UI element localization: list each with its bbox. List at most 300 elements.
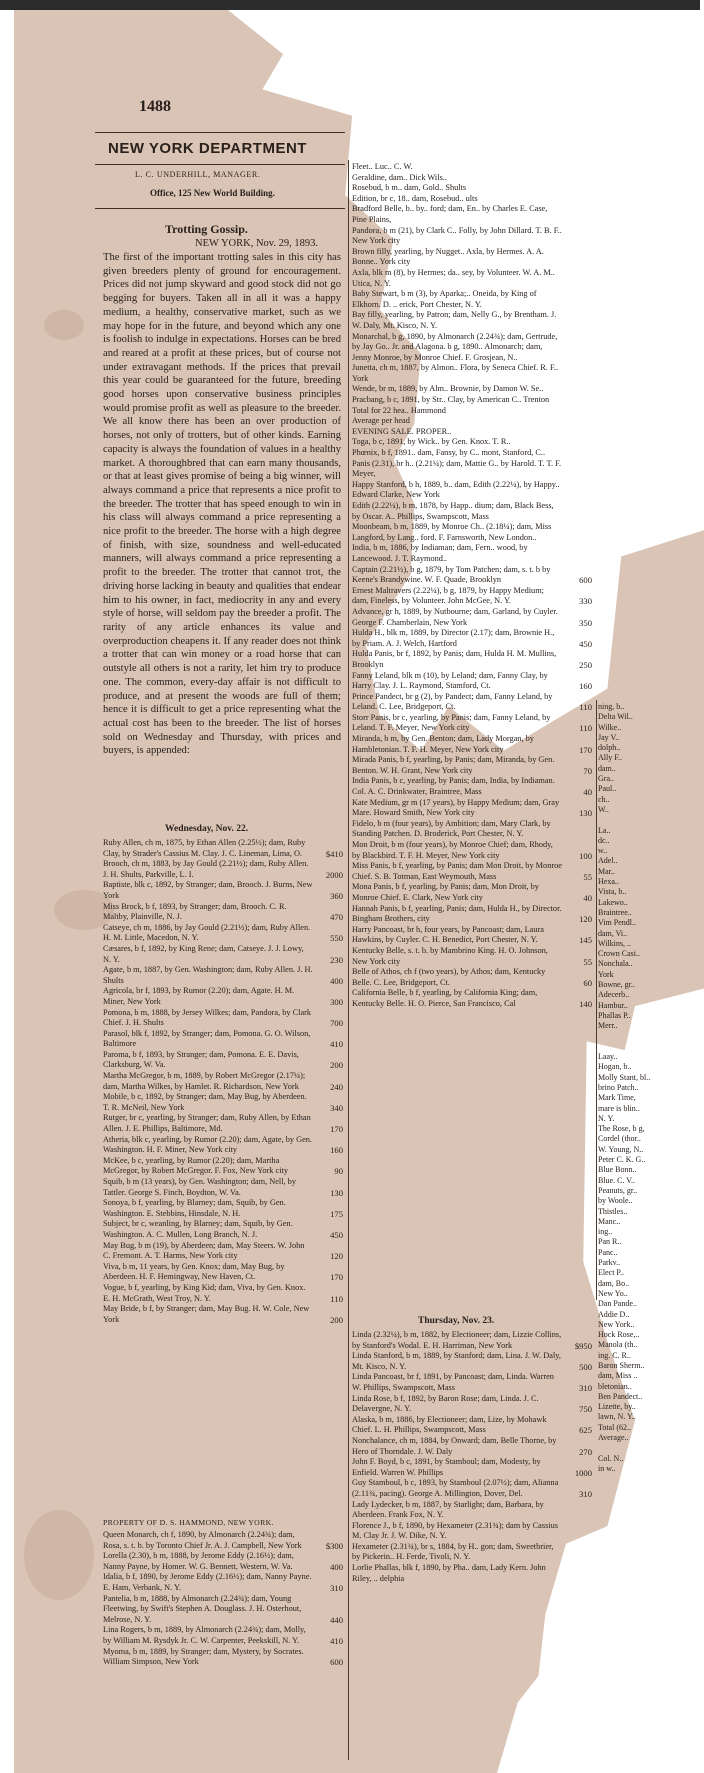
sale-entry <box>103 1625 343 1646</box>
fragment-line: Adecerb.. <box>598 990 630 1000</box>
sale-price: 175 <box>330 1208 343 1219</box>
sale-entry <box>352 840 592 861</box>
sale-entry <box>103 1283 343 1304</box>
sale-price: 550 <box>330 933 343 944</box>
sale-entry-text: Brooch, ch m, 1883, by Jay Gould (2.21½); dam, Ruby Allen. J. H. Shults, Parkville, L. I. <box>103 859 309 879</box>
sale-entry <box>352 798 592 819</box>
fragment-line: dam, Vi.. <box>598 928 628 938</box>
sale-entry <box>352 776 592 797</box>
sale-entry <box>352 183 592 194</box>
fragment-line: ing.. <box>598 1227 613 1237</box>
sale-entry-text: Pandora, b m (21), by Clark C.. Folly, by John Dillard. T. B. F.. New York city <box>352 225 562 246</box>
fragment-line: Baron Sherm.. <box>598 1361 645 1370</box>
sale-entry-text: Hexameter (2.31¾), br s, 1884, by H.. gon; dam, Sweetbrier, by Pickerin.. H. Ferde, Tivoli, N. Y. <box>352 1541 554 1562</box>
sale-entry <box>352 268 592 289</box>
fragment-line: Manc.. <box>598 1216 621 1226</box>
fragment-line: Col. N.. <box>598 1453 624 1463</box>
sale-entry <box>103 859 343 880</box>
fragment-line: Phallas P.. <box>598 1010 631 1020</box>
sale-entry-text: Ernest Maltravers (2.22¼), b g, 1879, by Happy Medium; dam, Fineless, by Volunteer. John McGee, N. Y. <box>352 585 544 606</box>
sale-entry-text: Geraldine, dam.. Dick Wils.. <box>352 172 447 182</box>
sale-entry <box>352 607 592 628</box>
fragment-line: Thistles.. <box>598 1206 628 1216</box>
fragment-line: Addie D.. <box>598 1309 630 1319</box>
fragment-line: Wilkins, .. <box>598 938 632 948</box>
sale-price: 140 <box>579 998 592 1009</box>
sale-entry-text: Rosebud, b m.. dam, Gold.. Shults <box>352 183 467 193</box>
fragment-line: Ben Pandect.. <box>598 1391 643 1401</box>
sale-entry-text: Ruby Allen, ch m, 1875, by Ethan Allen (2.25½); dam, Ruby Clay, by Strader's Cassius M. Clay. J. C. Lineman, Lima, O. <box>103 838 306 858</box>
sale-entry-text: Edith (2.22¼), b m, 1878, by Happ.. dium; dam, Black Bess, by Oscar. A.. Phillips, Swampscott, Mass <box>352 501 554 521</box>
fragment-line: York <box>598 969 614 979</box>
page-number: 1488 <box>139 98 171 115</box>
sale-entry <box>352 819 592 840</box>
sale-price: 400 <box>330 975 343 986</box>
sale-entry-text: Bradford Belle, b.. by.. ford; dam, En.. by Charles E. Case, Pine Plains, <box>352 204 548 224</box>
sale-entry-text: Miss Panis, b f, yearling, by Panis; dam Mon Droit, by Monroe Chief. S. B. Totman, East Weymouth, Mass <box>352 861 562 881</box>
sale-price: 110 <box>579 702 592 713</box>
sale-entry <box>352 1457 592 1478</box>
sale-entry <box>352 459 592 480</box>
sale-price: 100 <box>579 850 592 861</box>
sale-entry-text: Linda (2.32¼), b m, 1882, by Electioneer; dam, Lizzie Collins, by Stanford's Wodal. E. H. Harriman, New York <box>352 1330 562 1350</box>
sale-entry <box>103 986 343 1007</box>
sale-price: 170 <box>330 1272 343 1283</box>
sale-entry <box>352 861 592 882</box>
sale-price: 750 <box>579 1404 592 1415</box>
fragment-line: Hock Rose,.. <box>598 1330 640 1340</box>
sale-entry <box>103 1177 343 1198</box>
fragment-line: Pan R.. <box>598 1237 622 1247</box>
sale-entry-text: Sonoya, b f, yearling, by Blarney; dam, Squib, by Gen. Washington. E. Stebbins, Hinsdale, N. H. <box>103 1198 286 1218</box>
sale-entry <box>352 1436 592 1457</box>
sale-entry-text: Florence J., b f, 1890, by Hexameter (2.31¾); dam by Cassius M. Clay Jr. J. W. Dike, N. Y. <box>352 1520 559 1541</box>
fragment-line <box>598 1443 698 1453</box>
sale-entry-text: Harry Pancoast, br h, four years, by Pancoast; dam, Laura Hawkins, by Cuyler. C. H. Benedict, Port Chester, N. Y. <box>352 924 544 945</box>
fragment-line: Blue Bonn.. <box>598 1165 637 1175</box>
sale-price: 120 <box>579 914 592 925</box>
sale-price: 110 <box>330 1293 343 1304</box>
sale-entry <box>103 1135 343 1156</box>
fragment-line: Ally F.. <box>598 753 623 763</box>
sale-price: 300 <box>330 996 343 1007</box>
sale-entry-text: Bay filly, yearling, by Patron; dam, Nelly G., by Brentham. J. W. Daly, Mt. Kisco, N. Y. <box>352 310 557 330</box>
fragment-line: Delta Wil.. <box>598 712 633 722</box>
office-line: Office, 125 New World Building. <box>150 188 275 198</box>
thursday-sales-list <box>352 1330 592 1584</box>
sale-entry <box>103 1530 343 1551</box>
sale-entry-text: Axla, blk m (8), by Hermes; da.. sey, by Volunteer. W. A. M.. Utica, N. Y. <box>352 267 555 288</box>
fragment-line: bletonian.. <box>598 1381 632 1391</box>
sale-entry <box>352 1372 592 1393</box>
fragment-line: Wilke.. <box>598 722 622 732</box>
sale-entry <box>103 1551 343 1572</box>
fragment-line: ing. C. R.. <box>598 1350 631 1360</box>
sale-entry-text: Mona Panis, b f, yearling, by Panis; dam, Mon Droit, by Monroe Chief. E. Clark, New York city <box>352 882 539 902</box>
sale-price: 360 <box>330 890 343 901</box>
fragment-line: Braintree.. <box>598 907 632 917</box>
fragment-line: dc.. <box>598 835 610 845</box>
sale-entry <box>352 416 592 427</box>
sale-price: 70 <box>583 765 592 776</box>
sale-entry <box>103 944 343 965</box>
sale-entry <box>352 671 592 692</box>
fragment-line: La.. <box>598 825 611 835</box>
sale-entry <box>352 1394 592 1415</box>
sale-entry-text: Vogue, b f, yearling, by King Kid; dam, Viva, by Gen. Knox. E. H. McGrath, West Troy, N. Y. <box>103 1282 306 1303</box>
sale-entry-text: Nonchalance, ch m, 1884, by Onward; dam, Belle Thorne, by Hero of Thorndale. J. W. Daly <box>352 1435 557 1456</box>
sale-price: $950 <box>574 1340 592 1351</box>
sale-entry <box>352 194 592 205</box>
sale-price: 470 <box>330 912 343 923</box>
sale-entry <box>352 882 592 903</box>
sale-entry-text: Moonbeam, b m, 1889, by Monroe Ch.. (2.18¼); dam, Miss Langford, by Lang.. ford. F. Farnsworth, New London.. <box>352 522 552 542</box>
fragment-line: Mar.. <box>598 866 615 876</box>
sale-entry <box>352 967 592 988</box>
sale-entry-text: Paroma, b f, 1893, by Stranger; dam, Pomona. E. E. Davis, Clarksburg, W. Va. <box>103 1049 299 1070</box>
sale-entry <box>103 1262 343 1283</box>
fragment-line: New Yo.. <box>598 1288 628 1298</box>
sale-price: 410 <box>330 1635 343 1646</box>
sale-entry <box>352 988 592 1009</box>
fragment-line: Hogan, b.. <box>598 1062 632 1072</box>
sale-price: 310 <box>330 1582 343 1593</box>
fragment-line: Nonchala.. <box>598 959 633 969</box>
sale-entry-text: California Belle, b f, yearling, by California King; dam, Kentucky Belle. H. O. Pierce, San Francisco, Cal <box>352 988 538 1008</box>
sale-price: 60 <box>583 977 592 988</box>
fragment-line: Crown Casi.. <box>598 949 640 959</box>
manager-line: L. C. UNDERHILL, MANAGER. <box>135 170 261 179</box>
sale-entry-text: McKee, b c, yearling, by Rumor (2.20); dam, Martha McGregor, by Robert McGregor. F. Fox, New York city <box>103 1155 288 1176</box>
sale-entry-text: Hannah Panis, b f, yearling, Panis; dam, Hulda H., by Director. Bingham Brothers, city <box>352 903 562 924</box>
sale-price: 600 <box>330 1657 343 1668</box>
sale-entry-text: Subject, br c, weanling, by Blarney; dam, Squib, by Gen. Washington. A. C. Mullen, Long Branch, N. J. <box>103 1219 293 1239</box>
sale-entry <box>352 1351 592 1372</box>
sale-entry-text: Myoma, b m, 1889, by Stranger; dam, Mystery, by Socrates. William Simpson, New York <box>103 1646 304 1667</box>
sale-entry <box>352 427 592 438</box>
sale-entry <box>352 363 592 384</box>
sale-price: 40 <box>583 787 592 798</box>
sale-entry <box>103 1092 343 1113</box>
sale-entry <box>352 173 592 184</box>
sale-entry-text: Pracbang, b c, 1891, by Str.. Clay, by American C.. Trenton <box>352 395 550 405</box>
sale-entry-text: Linda Rose, b f, 1892, by Baron Rose; dam, Linda. J. C. Delavergne, N. Y. <box>352 1393 539 1414</box>
fragment-line: Molly Stant, bl.. <box>598 1072 651 1082</box>
sale-entry-text: Monarchal, b g, 1890, by Almonarch (2.24¾); dam, Gertrude, by Jay Go.. Jr. and Alagona. b g, 1890.. Almonarch; dam, Jenny Monroe, by Monroe Chief. F. Grosjean, N.. <box>352 331 558 362</box>
sale-entry-text: Miranda, b m, by Gen. Benton; dam, Lady Morgan, by Hambletonian. T. F. H. Meyer, New York city <box>352 734 534 754</box>
fragment-line: The Rose, b g, <box>598 1124 645 1134</box>
sale-entry-text: Mon Droit, b m (four years), by Monroe Chief; dam, Rhody, by Blackbird. T. F. H. Meyer, New York city <box>352 840 553 860</box>
fragment-line: in w.. <box>598 1463 616 1473</box>
sale-price: 200 <box>330 1060 343 1071</box>
sale-price: 2000 <box>325 869 343 880</box>
sale-price: 350 <box>579 617 592 628</box>
sale-entry-text: Mirada Panis, b f, yearling, by Panis; dam, Miranda, by Gen. Benton. W. H. Grant, New York city <box>352 755 555 775</box>
fragment-line: Peanuts, gr.. <box>598 1185 638 1195</box>
sale-entry-text: Lady Lydecker, b m, 1887, by Starlight; dam, Barbara, by Aberdeen. Frank Fox, N. Y. <box>352 1499 544 1520</box>
sale-entry <box>352 437 592 448</box>
sale-entry-text: Hulda Panis, br f, 1892, by Panis; dam, Hulda H. M. Mullins, Brooklyn <box>352 649 557 669</box>
sale-entry-text: Captain (2.21½), b g, 1879, by Tom Patchen; dam, s. t. b by Keene's Brandywine. W. F. Quade, Brooklyn <box>352 564 551 585</box>
fragment-line: Jay V.. <box>598 732 620 742</box>
sale-price: 160 <box>330 1145 343 1156</box>
sale-entry <box>103 1029 343 1050</box>
sale-entry-text: India Panis, b c, yearling, by Panis; dam, India, by Indiaman. Col. A. C. Drinkwater, Braintree, Mass <box>352 776 555 797</box>
sale-entry-text: Pomona, b m, 1888, by Jersey Wilkes; dam, Pandora, by Clark Chief. J. H. Shults <box>103 1007 312 1028</box>
sale-entry-text: Junetta, ch m, 1887, by Almon.. Flora, by Seneca Chief. R. F.. York <box>352 363 559 383</box>
fragment-line <box>598 815 698 825</box>
sale-entry-text: Total for 22 hea.. Hammond <box>352 405 446 415</box>
sale-entry-text: Prince Pandect, br g (2), by Pandect; dam, Fanny Leland, by Leland. C. Lee, Bridgeport, Ct. <box>352 691 553 712</box>
sale-entry <box>352 734 592 755</box>
fragment-line: W. Young, N.. <box>598 1144 644 1154</box>
sale-entry-text: Idalia, b f, 1890, by Jerome Eddy (2.16½); dam, Nanny Payne. E. Ham, Verbank, N. Y. <box>103 1572 312 1592</box>
sale-price: 340 <box>330 1102 343 1113</box>
hammond-sales-list <box>103 1530 343 1668</box>
sale-entry-text: Atheria, blk c, yearling, by Rumor (2.20); dam, Agate, by Gen. Washington. H. F. Miner, New York city <box>103 1134 312 1155</box>
sale-entry-text: Mobile, b c, 1892, by Stranger; dam, May Bug, by Aberdeen. T. R. McNeil, New York <box>103 1092 307 1112</box>
fragment-line: Lakewo.. <box>598 897 628 907</box>
sale-price: $300 <box>325 1540 343 1551</box>
sale-entry-text: Lorlie Phallas, blk f, 1890, by Pha.. dam, Lady Kern. John Riley, .. delphia <box>352 1563 546 1583</box>
sale-price: 110 <box>579 723 592 734</box>
fragment-line: Elect P.. <box>598 1268 624 1278</box>
article-body: The first of the important trotting sales in this city has given breeders plenty of ground for encouragement. Prices did not jump skyward and good stock did not go begging for buyers. Taken all in all it was a happy medium, a healthy, conservative market, such as we may hope for in the future, and beyond which any one is foolish to indulge in expectations. Horses can be bred and reared at a profit at these prices, but of course not under extravagant methods. If the prices that prevail this year could be guaranteed for the future, breeding good horses upon conservative business principles would promise profit as well as pleasure to the breeder. We all know there has been an over production of horses, not only of trotters, but of other kinds. Earning capacity is always the foundation of values in a healthy market. A thoroughbred that can earn many thousands, or that at least gives promise of being a big winner, will always command a price that represents a nice profit to the breeder. The trotter that has speed enough to win in his class will always command a price representing a nice profit to the breeder. The horse with a high degree of finish, with size, soundness and well-educated manners, will always command a price representing a profit to the breeder. The trotter that cannot trot, the driving horse lacking in beauty and qualities that endear him to his owner, in fact, mediocrity in any and every style of horse, will seldom pay the breeder a profit. The rarity of any article enhances its value and overproduction cheapens it. If any reader does not think a trotter that can win money or a road horse that can outstyle all others is not a rarity, let him try to produce one. The common, every-day affair is not difficult to produce, and at present the woods are full of them; hence it is difficult to get a price representing what the actual cost has been to the breeder. The list of horses sold on Wednesday and Thursday, with prices and buyers, is appended: <box>103 252 341 757</box>
fragment-line: Average.. <box>598 1433 629 1443</box>
sale-entry <box>103 1113 343 1134</box>
sale-entry <box>352 946 592 967</box>
sale-entry-text: Storr Panis, br c, yearling, by Panis; dam, Fanny Leland, by Leland. T. F. Meyer, New York city <box>352 712 551 733</box>
fragment-line: Blue. C. V.. <box>598 1175 636 1185</box>
fragment-line <box>598 1042 698 1052</box>
sale-entry <box>103 1198 343 1219</box>
sale-entry <box>352 480 592 501</box>
fragment-line <box>598 1032 698 1042</box>
sale-entry-text: Agate, b m, 1887, by Gen. Washington; dam, Ruby Allen. J. H. Shults <box>103 965 313 985</box>
property-heading: PROPERTY OF D. S. HAMMOND, NEW YORK. <box>103 1518 274 1527</box>
fragment-line: dam.. <box>598 763 616 773</box>
sale-entry <box>352 543 592 564</box>
sale-entry <box>352 1500 592 1521</box>
fragment-line: New York.. <box>598 1319 635 1329</box>
sale-entry-text: Toga, b c, 1891, by Wick.. by Gen. Knox. T. R.. <box>352 437 511 447</box>
sale-price: 500 <box>579 1361 592 1372</box>
sale-entry-text: May Bug, b m (19), by Aberdeen; dam, May Steers. W. John C. Fremont. A. T. Harms, New York city <box>103 1240 305 1261</box>
sale-entry-text: Squib, b m (13 years), by Gen. Washington; dam, Nell, by Tattler. George S. Finch, Boydton, W. Va. <box>103 1177 296 1197</box>
sale-entry-text: Kentucky Belle, s. t. b. by Mambrino King. H. O. Johnson, New York city <box>352 945 548 966</box>
sale-entry-text: Guy Stamboul, b c, 1893, by Stamboul (2.07½); dam, Alianna (2.11¾, pacing). George A. Millington, Dover, Del. <box>352 1478 559 1498</box>
sale-entry <box>352 755 592 776</box>
sale-entry <box>103 1304 343 1325</box>
sale-entry <box>352 332 592 364</box>
fragment-line: mare is blin.. <box>598 1103 640 1113</box>
fragment-line: Adel.. <box>598 856 618 866</box>
sale-entry <box>352 1542 592 1563</box>
fragment-line: Paul.. <box>598 784 617 794</box>
sale-price: 330 <box>579 596 592 607</box>
sale-entry <box>352 1478 592 1499</box>
fragment-line: dam, Miss .. <box>598 1371 638 1381</box>
fragment-line: N. Y. <box>598 1113 615 1123</box>
sale-price: 700 <box>330 1018 343 1029</box>
fragment-line: ch.. <box>598 794 610 804</box>
sale-price: 625 <box>579 1425 592 1436</box>
fragment-line: Peter C. K. G.. <box>598 1155 646 1165</box>
fragment-line: ning, b.. <box>598 702 625 711</box>
sale-entry-text: Average per head <box>352 416 410 426</box>
sale-price: 230 <box>330 954 343 965</box>
fragment-line: Hambur.. <box>598 1000 628 1010</box>
sale-price: 440 <box>330 1614 343 1625</box>
sale-price: 40 <box>583 892 592 903</box>
sale-entry <box>352 1415 592 1436</box>
sale-entry-text: Parasol, blk f, 1892, by Stranger; dam, Pomona. G. O. Wilson, Baltimore <box>103 1028 311 1049</box>
sale-entry <box>103 1156 343 1177</box>
sale-entry <box>352 162 592 173</box>
sale-entry-text: Lorella (2.30), b m, 1888, by Jerome Eddy (2.16½); dam, Nanny Payne, by Homer. W. G. Bennett, Western, W. Va. <box>103 1551 294 1571</box>
sale-entry <box>103 1008 343 1029</box>
fragment-line: Vista, b.. <box>598 887 627 897</box>
fragment-line: Bowne, gr.. <box>598 980 635 990</box>
sale-entry <box>103 880 343 901</box>
sale-entry <box>103 1594 343 1626</box>
sale-entry <box>352 628 592 649</box>
sale-entry-text: Pantelia, b m, 1888, by Almonarch (2.24¾); dam, Young Fleetwing, by Swift's Stephen A. Douglass. J. H. Osterhout, Melrose, N. Y. <box>103 1593 302 1624</box>
sale-entry <box>352 904 592 925</box>
article-dateline: NEW YORK, Nov. 29, 1893. <box>195 238 318 249</box>
fragment-line: Mark Time, <box>598 1093 636 1103</box>
fragment-line: Vim Pendl.. <box>598 918 636 928</box>
wednesday-sales-list <box>103 838 343 1325</box>
sale-price: 130 <box>579 808 592 819</box>
sale-entry <box>352 310 592 331</box>
sale-entry <box>352 226 592 247</box>
right-column-sales-list <box>352 162 592 1010</box>
fragment-line: Manola (th.. <box>598 1340 638 1350</box>
sale-entry-text: EVENING SALE. PROPER.. <box>352 426 452 436</box>
sale-entry-text: Happy Stanford, b h, 1889, b.. dam, Edith (2.22¼), by Happy.. Edward Clarke, New York <box>352 479 560 500</box>
sale-entry-text: Linda Stanford, b m, 1889, by Stanford; dam, Lina. J. W. Daly, Mt. Kisco, N. Y. <box>352 1351 561 1371</box>
sale-price: 600 <box>579 575 592 586</box>
sale-entry <box>103 923 343 944</box>
sale-price: 450 <box>330 1229 343 1240</box>
fragment-line: dam, Bo.. <box>598 1278 630 1288</box>
sale-entry-text: Queen Monarch, ch f, 1890, by Almonarch (2.24¾); dam, Rosa, s. t. b. by Toronto Chief Jr. A. J. Campbell, New York <box>103 1530 302 1550</box>
sale-price: 170 <box>330 1124 343 1135</box>
sale-entry-text: Fanny Leland, blk m (10), by Leland; dam, Fanny Clay, by Harry Clay. J. L. Raymond, Stamford, Ct. <box>352 670 548 691</box>
fragment-line: w.. <box>598 846 608 856</box>
sale-price: 1000 <box>574 1467 592 1478</box>
sale-entry <box>352 713 592 734</box>
sale-price: 450 <box>579 638 592 649</box>
sale-entry-text: Edition, br c, 18.. dam, Rosebud.. ults <box>352 193 478 203</box>
sale-price: 170 <box>579 744 592 755</box>
fragment-line: by Woole.. <box>598 1196 633 1206</box>
far-right-column-fragment <box>598 702 698 1473</box>
sale-entry-text: Panis (2.31), br h.. (2.21¼); dam, Mattie G.. by Harold. T. T. F. Meyer, <box>352 458 562 479</box>
fragment-line: Parkv.. <box>598 1258 621 1268</box>
sale-price: 130 <box>330 1187 343 1198</box>
fragment-line: lawn, N. Y.. <box>598 1412 636 1422</box>
sale-entry-text: Advance, gr h, 1889, by Nutbourne; dam, Garland, by Cuyler. George F. Chamberlain, New York <box>352 606 558 627</box>
sale-price: 200 <box>330 1314 343 1325</box>
sale-price: 240 <box>330 1081 343 1092</box>
fragment-line: Hexa.. <box>598 877 619 887</box>
sale-price: 310 <box>579 1382 592 1393</box>
sale-entry-text: Brown filly, yearling, by Nugget.. Axla, by Hermes. A. A. Bonne.. York city <box>352 246 544 267</box>
sale-entry-text: India, b m, 1886, by Indiaman; dam, Fern.. wood, by Lancewood. J. T. Raymond.. <box>352 543 528 563</box>
fragment-line: Panc.. <box>598 1247 618 1257</box>
sale-entry-text: Miss Brock, b f, 1893, by Stranger; dam, Brooch. C. R. Maltby, Plainville, N. J. <box>103 901 287 922</box>
sale-entry <box>352 406 592 417</box>
sale-price: $410 <box>325 848 343 859</box>
sale-entry <box>352 1521 592 1542</box>
sale-entry <box>352 692 592 713</box>
fragment-line: Gra.. <box>598 774 614 784</box>
fragment-line: Total (62.. <box>598 1422 631 1432</box>
sale-entry-text: Rutger, br c, yearling, by Stranger; dam, Ruby Allen, by Ethan Allen. J. E. Phillips, Baltimore, Md. <box>103 1113 311 1134</box>
sale-entry <box>103 1241 343 1262</box>
fragment-line: Lizette, by.. <box>598 1402 636 1412</box>
fragment-line: Merr.. <box>598 1021 618 1031</box>
sale-entry <box>352 247 592 268</box>
department-title: NEW YORK DEPARTMENT <box>108 140 307 157</box>
sale-price: 410 <box>330 1039 343 1050</box>
scanner-top-edge <box>0 0 700 10</box>
sale-entry-text: Cæsares, b f, 1892, by King Rene; dam, Catseye. J. J. Lowy, N. Y. <box>103 943 304 964</box>
article-headline: Trotting Gossip. <box>165 222 248 236</box>
fragment-line: W.. <box>598 804 609 814</box>
sale-entry <box>352 522 592 543</box>
sale-entry-text: Catseye, ch m, 1886, by Jay Gould (2.21½); dam, Ruby Allen. H. M. Little, Macedon, N. Y. <box>103 922 311 943</box>
sale-entry-text: May Bride, b f, by Stranger; dam, May Bug. H. W. Cole, New York <box>103 1304 310 1324</box>
sale-entry <box>352 1563 592 1584</box>
fragment-line: Dan Pande.. <box>598 1299 637 1309</box>
sale-entry <box>352 204 592 225</box>
sale-entry-text: Fidelo, b m (four years), by Ambition; dam, Mary Clark, by Standing Patchen. D. Broderick, Port Chester, N. Y. <box>352 818 551 839</box>
sale-entry-text: Alaska, b m, 1886, by Electioneer; dam, Lize, by Mohawk Chief. L. H. Phillips, Swampscott, Mass <box>352 1414 547 1435</box>
sale-price: 55 <box>583 956 592 967</box>
sale-entry <box>352 448 592 459</box>
sale-entry <box>352 395 592 406</box>
sale-entry-text: Wende, br m, 1889, by Alm.. Brownie, by Damon W. Se.. <box>352 384 544 394</box>
sale-entry <box>103 1071 343 1092</box>
sale-entry-text: Kate Medium, gr m (17 years), by Happy Medium; dam, Gray Mare. Howard Smith, New York city <box>352 797 560 818</box>
sale-entry-text: Viva, b m, 11 years, by Gen. Knox; dam, May Bug, by Aberdeen. H. F. Hemingway, New Haven, Ct. <box>103 1261 285 1282</box>
sale-entry <box>103 902 343 923</box>
sale-entry <box>103 1050 343 1071</box>
sale-entry-text: Martha McGregor, b m, 1889, by Robert McGregor (2.17¼); dam, Martha Wilkes, by Hamlet. R. Richardson, New York <box>103 1071 306 1091</box>
sale-entry-text: Belle of Athos, ch f (two years), by Athos; dam, Kentucky Belle. C. Lee, Bridgeport, Ct. <box>352 967 546 987</box>
sale-entry <box>352 384 592 395</box>
sale-price: 400 <box>330 1561 343 1572</box>
sale-price: 160 <box>579 681 592 692</box>
sale-entry-text: Phœnix, b f, 1891.. dam, Fansy, by C.. mont, Stanford, C.. <box>352 448 546 458</box>
sale-price: 270 <box>579 1446 592 1457</box>
sale-entry <box>352 925 592 946</box>
sale-entry-text: Lina Rogers, b m, 1889, by Almonarch (2.24¾); dam, Molly, by William M. Rysdyk Jr. C. W. Carpenter, Peekskill, N. Y. <box>103 1625 306 1645</box>
wednesday-heading: Wednesday, Nov. 22. <box>165 824 249 834</box>
sale-price: 145 <box>579 935 592 946</box>
sale-price: 310 <box>579 1488 592 1499</box>
sale-entry <box>352 649 592 670</box>
sale-entry-text: Baby Stewart, b m (3), by Aparka;.. Oneida, by King of Elkhorn. D. .. erick, Port Chester, N. Y. <box>352 289 537 309</box>
sale-price: 250 <box>579 659 592 670</box>
sale-entry-text: John F. Boyd, b c, 1891, by Stamboul; dam, Modesty, by Enfield. Warren W. Phillips <box>352 1457 541 1477</box>
fragment-line: Cordel (thor.. <box>598 1134 641 1144</box>
sale-entry-text: Hulda H., blk m, 1889, by Director (2.17); dam, Brownie H., by Priam. A. J. Welch, Hartford <box>352 628 555 648</box>
sale-entry-text: Fleet.. Luc.. C. W. <box>352 162 413 171</box>
